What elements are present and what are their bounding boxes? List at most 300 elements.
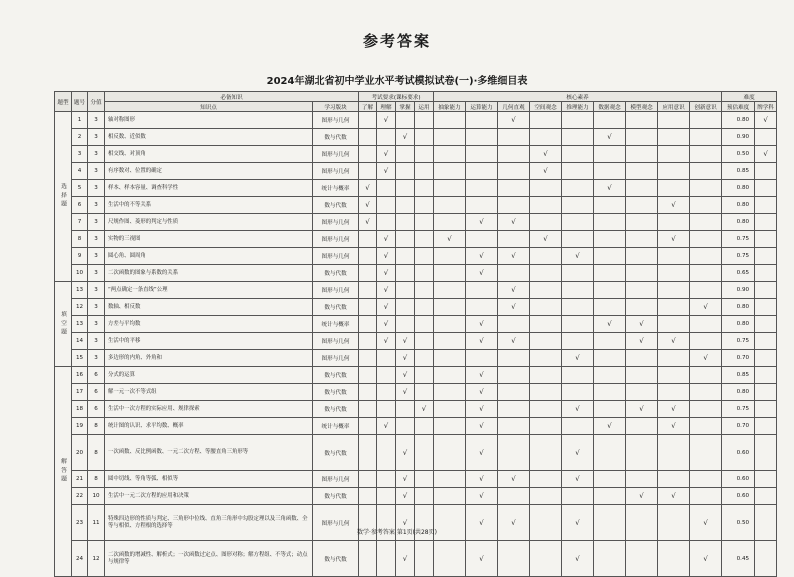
check-cell (359, 146, 377, 163)
domain-cell: 数与代数 (313, 488, 359, 505)
knowledge-point-cell: 二次函数的增减性、解析式；一次函数过定点、图形对称；解方程组、不等式；动点与规律等 (105, 541, 313, 577)
check-mark-icon: √ (447, 235, 452, 243)
check-cell (466, 541, 498, 577)
table-title: 2024年湖北省初中学业水平考试模拟试卷(一)·多维细目表 (266, 76, 528, 87)
question-number-cell: 16 (72, 367, 88, 384)
check-cell (434, 471, 466, 488)
check-cell (466, 265, 498, 282)
check-cell (498, 488, 530, 505)
check-cell (359, 214, 377, 231)
check-mark-icon: √ (383, 303, 389, 311)
check-cell (562, 197, 594, 214)
score-cell: 3 (88, 265, 105, 282)
check-cell (562, 418, 594, 435)
estimated-difficulty-cell: 0.70 (722, 350, 755, 367)
table-row (55, 435, 777, 471)
check-mark-icon: √ (703, 354, 708, 362)
check-cell (498, 180, 530, 197)
check-cell (396, 197, 415, 214)
check-cell (396, 282, 415, 299)
check-cell (562, 299, 594, 316)
domain-cell: 统计与概率 (313, 180, 359, 197)
check-cell (530, 197, 562, 214)
check-mark-icon: √ (479, 218, 484, 226)
question-number-cell: 14 (72, 333, 88, 350)
check-mark-icon: √ (671, 422, 676, 430)
estimated-difficulty-cell: 0.75 (722, 333, 755, 350)
check-cell (434, 401, 466, 418)
check-mark-icon: √ (402, 388, 408, 396)
check-cell (415, 129, 434, 146)
check-cell (594, 163, 626, 180)
check-cell (466, 488, 498, 505)
score-cell: 3 (88, 248, 105, 265)
check-cell (466, 418, 498, 435)
check-cell (377, 146, 396, 163)
check-cell (658, 384, 690, 401)
check-cell (466, 180, 498, 197)
check-cell (562, 248, 594, 265)
check-cell (562, 163, 594, 180)
check-cell (530, 471, 562, 488)
estimated-difficulty-cell: 0.80 (722, 112, 755, 129)
score-cell: 11 (88, 505, 105, 541)
check-cell (466, 146, 498, 163)
check-cell (626, 384, 658, 401)
check-cell (626, 541, 658, 577)
check-cell (466, 248, 498, 265)
check-cell (658, 367, 690, 384)
table-row (55, 248, 777, 265)
check-cell (690, 265, 722, 282)
check-cell (562, 367, 594, 384)
check-mark-icon: √ (479, 269, 484, 277)
check-cell (658, 231, 690, 248)
check-mark-icon: √ (703, 554, 708, 563)
check-mark-icon: √ (671, 492, 676, 500)
check-cell (396, 488, 415, 505)
question-number-cell: 1 (72, 112, 88, 129)
check-cell (415, 299, 434, 316)
question-type-cell: 选择题 (55, 112, 72, 282)
check-mark-icon: √ (511, 475, 516, 483)
check-cell (415, 282, 434, 299)
check-mark-icon: √ (639, 405, 644, 413)
check-cell (658, 333, 690, 350)
check-mark-icon: √ (383, 116, 389, 124)
check-mark-icon: √ (383, 286, 389, 294)
check-cell (434, 418, 466, 435)
question-number-cell: 8 (72, 231, 88, 248)
check-cell (530, 231, 562, 248)
check-cell (690, 471, 722, 488)
check-cell (594, 112, 626, 129)
difficulty-header: 难度 (722, 92, 777, 102)
check-cell (690, 214, 722, 231)
check-cell (359, 299, 377, 316)
table-row (55, 129, 777, 146)
knowledge-header: 必备知识 (105, 92, 359, 102)
check-cell (377, 112, 396, 129)
check-cell (562, 146, 594, 163)
check-cell (434, 248, 466, 265)
check-cell (530, 401, 562, 418)
score-cell: 3 (88, 112, 105, 129)
domain-cell: 图形与几何 (313, 471, 359, 488)
check-mark-icon: √ (511, 218, 516, 226)
check-cell (562, 333, 594, 350)
check-cell (594, 129, 626, 146)
check-cell (658, 214, 690, 231)
domain-cell: 数与代数 (313, 299, 359, 316)
check-cell (562, 180, 594, 197)
subject-mark-cell (755, 265, 777, 282)
check-cell (377, 299, 396, 316)
check-cell (498, 197, 530, 214)
check-cell (396, 146, 415, 163)
check-cell (396, 129, 415, 146)
estimated-difficulty-cell: 0.80 (722, 299, 755, 316)
check-cell (626, 418, 658, 435)
check-cell (594, 146, 626, 163)
check-cell (396, 350, 415, 367)
check-cell (530, 265, 562, 282)
check-cell (626, 197, 658, 214)
check-cell (415, 180, 434, 197)
table-row (55, 299, 777, 316)
check-mark-icon: √ (511, 252, 516, 260)
check-cell (415, 112, 434, 129)
check-cell (658, 418, 690, 435)
estimated-difficulty-cell: 0.70 (722, 418, 755, 435)
check-cell (658, 129, 690, 146)
check-cell (434, 333, 466, 350)
check-mark-icon: √ (479, 337, 484, 345)
check-cell (530, 316, 562, 333)
check-cell (690, 299, 722, 316)
domain-header: 学习版块 (313, 102, 359, 112)
check-cell (415, 316, 434, 333)
check-mark-icon: √ (383, 167, 389, 175)
core-header-6: 模型观念 (626, 102, 658, 112)
domain-cell: 数与代数 (313, 367, 359, 384)
check-mark-icon: √ (365, 184, 370, 192)
check-mark-icon: √ (402, 518, 408, 527)
check-cell (396, 231, 415, 248)
check-cell (658, 146, 690, 163)
knowledge-point-cell: 圆心角、圆周角 (105, 248, 313, 265)
check-cell (530, 488, 562, 505)
check-cell (498, 282, 530, 299)
check-mark-icon: √ (575, 518, 580, 527)
score-cell: 3 (88, 333, 105, 350)
check-cell (530, 435, 562, 471)
question-number-cell: 15 (72, 350, 88, 367)
knowledge-point-cell: 一次函数、反比例函数、一元二次方程、等腰直角三角形等 (105, 435, 313, 471)
question-number-cell: 10 (72, 265, 88, 282)
check-cell (434, 316, 466, 333)
check-mark-icon: √ (402, 475, 408, 483)
check-cell (396, 299, 415, 316)
check-cell (498, 316, 530, 333)
check-cell (498, 541, 530, 577)
check-cell (594, 214, 626, 231)
question-number-cell: 13 (72, 316, 88, 333)
check-cell (658, 316, 690, 333)
question-number-cell: 3 (72, 146, 88, 163)
check-cell (690, 112, 722, 129)
score-cell: 12 (88, 541, 105, 577)
check-cell (415, 231, 434, 248)
check-cell (594, 282, 626, 299)
check-cell (658, 112, 690, 129)
check-cell (498, 214, 530, 231)
knowledge-point-cell: 轴对称图形 (105, 112, 313, 129)
question-number-cell: 12 (72, 299, 88, 316)
subject-mark-cell (755, 214, 777, 231)
check-cell (434, 541, 466, 577)
check-mark-icon: √ (479, 518, 484, 527)
question-number-cell: 23 (72, 505, 88, 541)
check-mark-icon: √ (703, 518, 708, 527)
check-cell (359, 384, 377, 401)
col-score-header: 分值 (88, 92, 105, 112)
check-cell (466, 129, 498, 146)
check-cell (562, 350, 594, 367)
check-cell (594, 265, 626, 282)
check-cell (498, 231, 530, 248)
check-cell (690, 163, 722, 180)
check-cell (434, 214, 466, 231)
check-cell (359, 180, 377, 197)
check-cell (562, 129, 594, 146)
check-cell (690, 316, 722, 333)
check-mark-icon: √ (383, 337, 389, 345)
check-cell (466, 282, 498, 299)
check-mark-icon: √ (575, 354, 580, 362)
score-cell: 8 (88, 418, 105, 435)
check-cell (377, 316, 396, 333)
subject-mark-cell (755, 333, 777, 350)
check-cell (626, 146, 658, 163)
knowledge-point-cell: 数轴、相反数 (105, 299, 313, 316)
check-cell (594, 197, 626, 214)
check-cell (359, 316, 377, 333)
check-mark-icon: √ (383, 320, 389, 328)
knowledge-point-cell: 生活中的不等关系 (105, 197, 313, 214)
check-cell (359, 333, 377, 350)
estimated-difficulty-cell: 0.85 (722, 163, 755, 180)
knowledge-point-cell: 解一元一次不等式组 (105, 384, 313, 401)
check-cell (498, 163, 530, 180)
check-cell (359, 541, 377, 577)
check-cell (434, 163, 466, 180)
check-cell (498, 129, 530, 146)
domain-cell: 图形与几何 (313, 146, 359, 163)
check-cell (434, 180, 466, 197)
check-cell (530, 384, 562, 401)
check-cell (377, 180, 396, 197)
subject-mark-cell (755, 197, 777, 214)
estimated-difficulty-cell: 0.50 (722, 146, 755, 163)
estimated-difficulty-cell: 0.75 (722, 231, 755, 248)
check-cell (530, 180, 562, 197)
check-cell (626, 350, 658, 367)
score-cell: 6 (88, 367, 105, 384)
domain-cell: 数与代数 (313, 435, 359, 471)
check-mark-icon: √ (479, 492, 484, 500)
check-cell (658, 488, 690, 505)
estimated-difficulty-cell: 0.60 (722, 471, 755, 488)
check-mark-icon: √ (511, 518, 516, 527)
question-type-cell: 解答题 (55, 367, 72, 577)
question-number-cell: 6 (72, 197, 88, 214)
check-cell (594, 541, 626, 577)
check-cell (466, 384, 498, 401)
check-cell (377, 214, 396, 231)
check-cell (396, 163, 415, 180)
domain-cell: 数与代数 (313, 384, 359, 401)
check-cell (466, 214, 498, 231)
knowledge-point-cell: 相反数、近似数 (105, 129, 313, 146)
domain-cell: 图形与几何 (313, 350, 359, 367)
check-cell (415, 214, 434, 231)
check-cell (594, 299, 626, 316)
check-mark-icon: √ (671, 337, 676, 345)
table-row (55, 265, 777, 282)
check-cell (415, 435, 434, 471)
check-cell (498, 435, 530, 471)
check-cell (466, 333, 498, 350)
table-row (55, 231, 777, 248)
check-cell (434, 282, 466, 299)
check-cell (626, 112, 658, 129)
domain-cell: 图形与几何 (313, 248, 359, 265)
check-mark-icon: √ (365, 218, 370, 226)
table-row (55, 418, 777, 435)
core-header-2: 几何直观 (498, 102, 530, 112)
subject-mark-cell (755, 316, 777, 333)
check-cell (530, 214, 562, 231)
check-cell (658, 180, 690, 197)
check-mark-icon: √ (703, 303, 708, 311)
check-mark-icon: √ (479, 475, 484, 483)
check-mark-icon: √ (479, 554, 484, 563)
score-cell: 3 (88, 350, 105, 367)
check-cell (359, 129, 377, 146)
score-cell: 10 (88, 488, 105, 505)
check-cell (626, 129, 658, 146)
check-cell (626, 231, 658, 248)
check-cell (594, 248, 626, 265)
check-cell (594, 333, 626, 350)
check-cell (562, 214, 594, 231)
score-cell: 3 (88, 299, 105, 316)
check-cell (530, 418, 562, 435)
check-cell (434, 129, 466, 146)
check-cell (466, 401, 498, 418)
check-cell (562, 316, 594, 333)
knowledge-point-cell: 生活中一次方程的实际应用、规律探索 (105, 401, 313, 418)
check-cell (498, 299, 530, 316)
check-cell (396, 541, 415, 577)
check-cell (466, 367, 498, 384)
check-cell (466, 231, 498, 248)
check-cell (594, 367, 626, 384)
score-cell: 3 (88, 180, 105, 197)
check-cell (434, 299, 466, 316)
question-number-cell: 17 (72, 384, 88, 401)
core-header-5: 数据观念 (594, 102, 626, 112)
check-mark-icon: √ (607, 133, 612, 141)
subject-mark-cell (755, 541, 777, 577)
check-cell (396, 384, 415, 401)
check-cell (377, 248, 396, 265)
knowledge-point-cell: 方差与平均数 (105, 316, 313, 333)
check-cell (498, 265, 530, 282)
check-cell (498, 350, 530, 367)
check-cell (562, 435, 594, 471)
check-cell (377, 401, 396, 418)
check-mark-icon: √ (383, 422, 389, 430)
subject-mark-cell (755, 367, 777, 384)
check-cell (466, 299, 498, 316)
check-cell (498, 333, 530, 350)
check-cell (690, 541, 722, 577)
subject-mark-cell (755, 350, 777, 367)
check-cell (359, 112, 377, 129)
check-cell (690, 384, 722, 401)
estimated-difficulty-cell: 0.80 (722, 197, 755, 214)
check-cell (530, 367, 562, 384)
check-mark-icon: √ (511, 116, 516, 124)
check-mark-icon: √ (402, 371, 408, 379)
check-cell (690, 401, 722, 418)
diff-header-1: 牌学科 (755, 102, 777, 112)
domain-cell: 数与代数 (313, 541, 359, 577)
check-cell (359, 435, 377, 471)
check-mark-icon: √ (479, 405, 484, 413)
check-mark-icon: √ (575, 405, 580, 413)
check-cell (466, 163, 498, 180)
check-cell (658, 163, 690, 180)
check-cell (562, 231, 594, 248)
check-cell (359, 282, 377, 299)
check-cell (626, 163, 658, 180)
exam-req-header: 考试要求(课标要求) (359, 92, 434, 102)
estimated-difficulty-cell: 0.50 (722, 505, 755, 541)
score-cell: 6 (88, 384, 105, 401)
req-header-3: 运用 (415, 102, 434, 112)
check-mark-icon: √ (511, 337, 516, 345)
check-cell (415, 350, 434, 367)
estimated-difficulty-cell: 0.80 (722, 180, 755, 197)
check-cell (434, 384, 466, 401)
knowledge-point-cell: 相交线、对顶角 (105, 146, 313, 163)
core-header-8: 创新意识 (690, 102, 722, 112)
req-header-2: 掌握 (396, 102, 415, 112)
domain-cell: 图形与几何 (313, 214, 359, 231)
subject-mark-cell (755, 180, 777, 197)
check-cell (498, 248, 530, 265)
check-cell (377, 384, 396, 401)
check-cell (658, 299, 690, 316)
check-cell (377, 197, 396, 214)
check-cell (626, 248, 658, 265)
check-cell (359, 231, 377, 248)
check-cell (530, 248, 562, 265)
check-cell (626, 282, 658, 299)
